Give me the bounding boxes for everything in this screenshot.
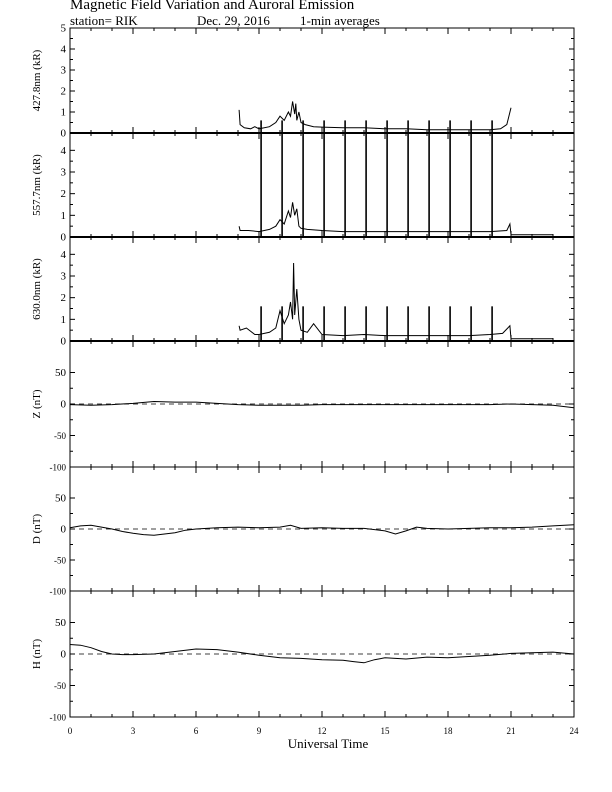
y-tick-label-630-0nm: 1 (60, 313, 66, 326)
y-tick-label-427-8nm: 1 (60, 106, 66, 119)
y-tick-label-Z: 50 (55, 367, 66, 379)
y-tick-label-557-7nm: 3 (60, 166, 66, 179)
series-line-630-0nm (239, 263, 553, 339)
series-line-D (70, 525, 574, 536)
y-tick-label-427-8nm: 4 (60, 43, 66, 56)
y-tick-label-557-7nm: 2 (60, 188, 66, 201)
y-axis-label-427-8nm: 427.8nm (kR) (31, 49, 43, 112)
y-tick-label-D: 0 (60, 523, 66, 536)
x-tick-label: 9 (256, 726, 262, 736)
series-line-Z (70, 402, 574, 408)
y-tick-label-D: -100 (49, 586, 66, 597)
y-tick-label-Z: 0 (60, 398, 66, 411)
y-tick-label-D: 50 (55, 492, 66, 505)
y-tick-label-630-0nm: 3 (60, 270, 66, 283)
y-tick-label-427-8nm: 0 (60, 127, 66, 140)
y-tick-label-H: -100 (49, 712, 66, 723)
y-tick-label-Z: -50 (54, 431, 66, 441)
x-tick-label: 15 (380, 726, 390, 736)
chart-title: Magnetic Field Variation and Auroral Emission (70, 0, 355, 13)
panel-frame-557-7nm (70, 133, 574, 237)
x-tick-label: 3 (130, 726, 136, 736)
x-tick-label: 21 (506, 726, 516, 736)
date-label: Dec. 29, 2016 (197, 13, 270, 28)
y-tick-label-630-0nm: 2 (60, 292, 66, 305)
y-axis-label-557-7nm: 557.7nm (kR) (31, 154, 43, 216)
y-tick-label-Z: -100 (49, 462, 66, 473)
station-label: station= RIK (70, 13, 138, 28)
x-tick-label: 6 (193, 726, 199, 736)
y-tick-label-H: 0 (60, 648, 66, 661)
y-axis-label-Z: Z (nT) (31, 389, 43, 419)
y-tick-label-427-8nm: 5 (60, 22, 66, 35)
series-line-427-8nm (239, 102, 511, 130)
y-tick-label-427-8nm: 3 (60, 64, 66, 77)
averaging-label: 1-min averages (300, 13, 380, 28)
x-tick-label: 0 (67, 726, 73, 736)
y-axis-label-D: D (nT) (31, 513, 43, 545)
x-tick-label: 24 (569, 726, 579, 736)
y-tick-label-427-8nm: 2 (60, 85, 66, 98)
x-tick-label: 18 (443, 726, 453, 736)
panel-frame-630-0nm (70, 237, 574, 341)
y-tick-label-H: -50 (54, 681, 66, 691)
y-tick-label-557-7nm: 1 (60, 209, 66, 222)
y-tick-label-H: 50 (55, 617, 66, 629)
y-tick-label-D: -50 (54, 555, 66, 566)
y-tick-label-630-0nm: 4 (60, 248, 66, 261)
y-axis-label-H: H (nT) (31, 638, 43, 670)
x-tick-label: 12 (317, 726, 327, 736)
y-tick-label-557-7nm: 4 (60, 144, 66, 157)
y-axis-label-630-0nm: 630.0nm (kR) (31, 258, 43, 320)
y-tick-label-557-7nm: 0 (60, 231, 66, 244)
series-line-557-7nm (239, 202, 553, 235)
x-axis-label: Universal Time (287, 736, 369, 751)
panel-frame-427-8nm (70, 28, 574, 133)
y-tick-label-630-0nm: 0 (60, 335, 66, 348)
